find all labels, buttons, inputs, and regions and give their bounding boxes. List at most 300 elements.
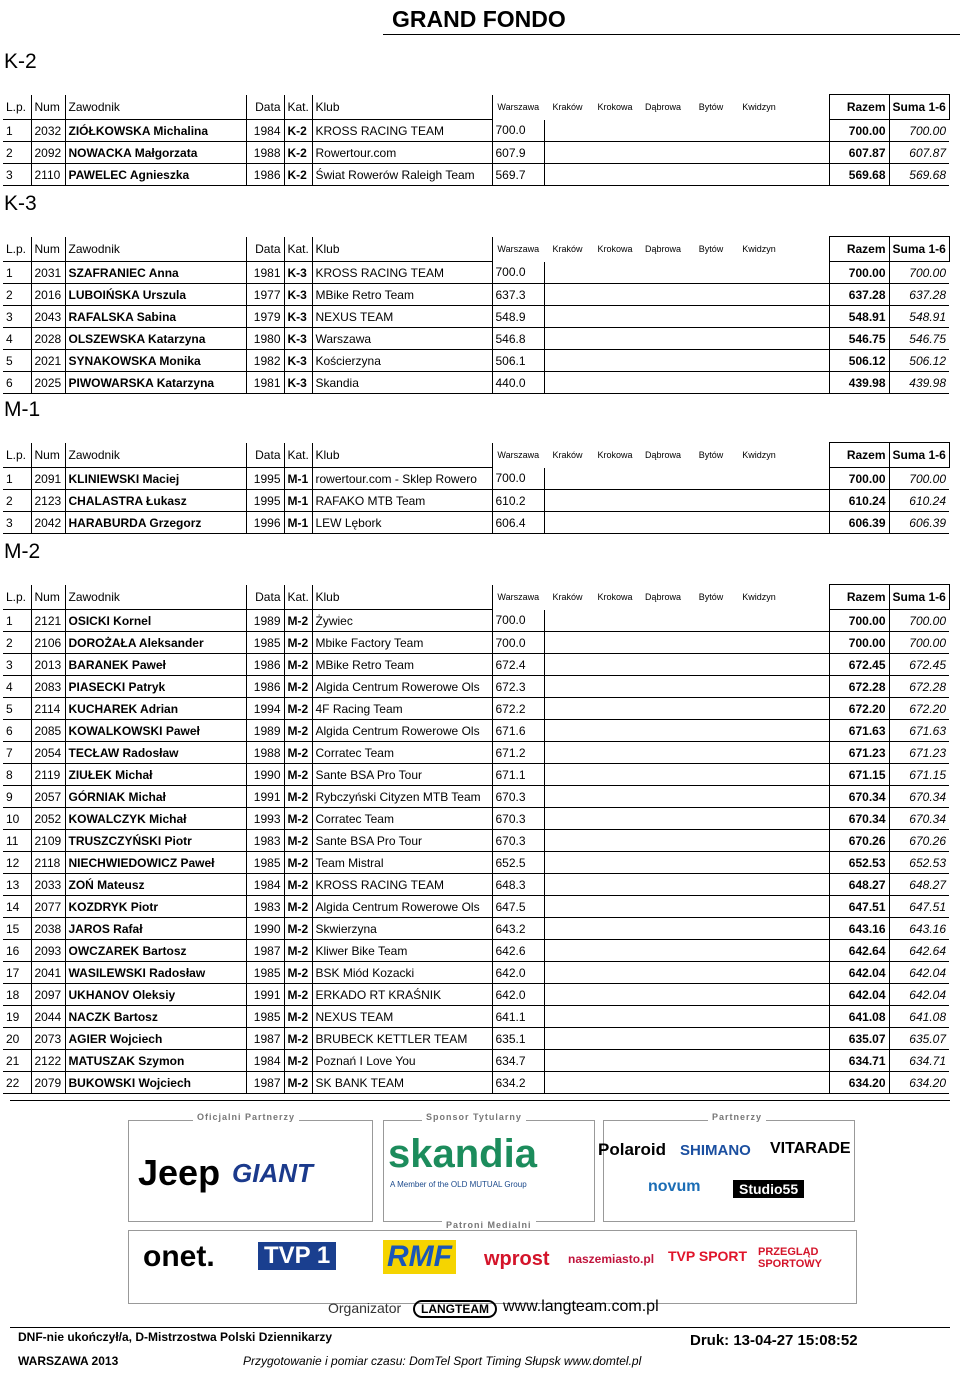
cell-suma: 671.15 (889, 764, 949, 786)
spacer-cell (783, 720, 829, 742)
cell-zawodnik: PAWELEC Agnieszka (65, 164, 246, 186)
cell-stage-empty (639, 350, 687, 372)
cell-num: 2042 (31, 512, 65, 534)
cell-lp: 14 (3, 896, 31, 918)
langteam-logo: LANGTEAM (413, 1300, 497, 1318)
cell-stage-empty (735, 306, 783, 328)
cell-warszawa: 569.7 (492, 164, 544, 186)
cell-suma: 652.53 (889, 852, 949, 874)
table-row (3, 786, 960, 808)
cell-stage-empty (591, 610, 639, 632)
cell-zawodnik: AGIER Wojciech (65, 1028, 246, 1050)
cell-warszawa: 647.5 (492, 896, 544, 918)
cell-num: 2109 (31, 830, 65, 852)
cell-klub: 4F Racing Team (312, 698, 492, 720)
cell-stage-empty (735, 632, 783, 654)
cell-stage-empty (591, 786, 639, 808)
cell-lp: 3 (3, 512, 31, 534)
cell-num: 2041 (31, 962, 65, 984)
header-row (3, 443, 960, 468)
spacer-cell (783, 95, 829, 120)
stage-header: Kraków (552, 244, 583, 254)
cell-warszawa: 670.3 (492, 808, 544, 830)
rmf-logo: RMF (383, 1240, 456, 1274)
cell-data: 1983 (246, 830, 284, 852)
cell-stage-empty (544, 306, 591, 328)
cell-klub: LEW Lębork (312, 512, 492, 534)
cell-stage-empty (735, 350, 783, 372)
col-suma-header: Suma 1-6 (889, 443, 949, 468)
cell-stage-empty (591, 1050, 639, 1072)
cell-stage-empty (687, 852, 735, 874)
cell-stage-empty (735, 808, 783, 830)
table-row (3, 874, 960, 896)
cell-warszawa: 642.0 (492, 962, 544, 984)
cell-data: 1995 (246, 490, 284, 512)
cell-lp: 20 (3, 1028, 31, 1050)
cell-suma: 672.45 (889, 654, 949, 676)
cell-zawodnik: OSICKI Kornel (65, 610, 246, 632)
table-row (3, 808, 960, 830)
cell-stage-empty (544, 1028, 591, 1050)
table-row (3, 918, 960, 940)
cell-warszawa: 634.2 (492, 1072, 544, 1094)
cell-stage-empty (591, 698, 639, 720)
cell-lp: 6 (3, 372, 31, 394)
cell-stage-empty (687, 786, 735, 808)
cell-num: 2043 (31, 306, 65, 328)
cell-lp: 22 (3, 1072, 31, 1094)
spacer-cell (783, 1028, 829, 1050)
cell-stage-empty (544, 1072, 591, 1094)
table-row (3, 490, 960, 512)
cell-klub: Algida Centrum Rowerowe Ols (312, 676, 492, 698)
cell-kat: K-2 (284, 142, 312, 164)
cell-zawodnik: LUBOIŃSKA Urszula (65, 284, 246, 306)
wprost-logo: wprost (484, 1248, 550, 1270)
table-row (3, 164, 960, 186)
cell-num: 2092 (31, 142, 65, 164)
cell-kat: M-2 (284, 808, 312, 830)
cell-suma: 670.26 (889, 830, 949, 852)
cell-stage-empty (591, 874, 639, 896)
jeep-logo: Jeep (138, 1152, 221, 1193)
cell-klub: RAFAKO MTB Team (312, 490, 492, 512)
cell-stage-empty (544, 262, 591, 284)
cell-warszawa: 643.2 (492, 918, 544, 940)
cell-stage-empty (544, 1050, 591, 1072)
table-row (3, 852, 960, 874)
cell-zawodnik: UKHANOV Oleksiy (65, 984, 246, 1006)
cell-stage-empty (735, 1072, 783, 1094)
cell-lp: 8 (3, 764, 31, 786)
cell-suma: 700.00 (889, 120, 949, 142)
cell-razem: 647.51 (829, 896, 889, 918)
cell-num: 2016 (31, 284, 65, 306)
stage-header: Dąbrowa (644, 450, 682, 460)
cell-suma: 647.51 (889, 896, 949, 918)
cell-razem: 671.15 (829, 764, 889, 786)
cell-warszawa: 672.2 (492, 698, 544, 720)
cell-warszawa: 670.3 (492, 786, 544, 808)
table-row (3, 654, 960, 676)
cell-stage-empty (639, 372, 687, 394)
cell-razem: 546.75 (829, 328, 889, 350)
spacer-cell (783, 164, 829, 186)
cell-data: 1986 (246, 164, 284, 186)
spacer-cell (783, 698, 829, 720)
col-suma-header: Suma 1-6 (889, 585, 949, 610)
cell-warszawa: 700.0 (492, 632, 544, 654)
stage-header: Warszawa (497, 102, 540, 112)
cell-klub: Rybczyński Cityzen MTB Team (312, 786, 492, 808)
cell-stage-empty (639, 940, 687, 962)
cell-stage-empty (544, 350, 591, 372)
spacer-cell (783, 512, 829, 534)
cell-stage-empty (687, 306, 735, 328)
cell-stage-empty (639, 830, 687, 852)
sponsor-banner (128, 1112, 858, 1327)
cell-klub: Kościerzyna (312, 350, 492, 372)
spacer-cell (783, 120, 829, 142)
page-title (0, 2, 960, 40)
cell-data: 1987 (246, 1072, 284, 1094)
cell-stage-empty (735, 940, 783, 962)
cell-num: 2057 (31, 786, 65, 808)
spacer-cell (783, 676, 829, 698)
cell-razem: 506.12 (829, 350, 889, 372)
cell-kat: M-2 (284, 962, 312, 984)
col-suma-header: Suma 1-6 (889, 237, 949, 262)
cell-warszawa: 634.7 (492, 1050, 544, 1072)
cell-stage-empty (639, 328, 687, 350)
cell-stage-empty (687, 698, 735, 720)
cell-kat: K-3 (284, 306, 312, 328)
cell-klub: BRUBECK KETTLER TEAM (312, 1028, 492, 1050)
section-title: K-2 (4, 50, 37, 73)
cell-razem: 607.87 (829, 142, 889, 164)
cell-stage-empty (639, 610, 687, 632)
spacer-cell (783, 808, 829, 830)
cell-stage-empty (687, 262, 735, 284)
cell-num: 2119 (31, 764, 65, 786)
cell-zawodnik: SZAFRANIEC Anna (65, 262, 246, 284)
cell-data: 1988 (246, 742, 284, 764)
cell-suma: 569.68 (889, 164, 949, 186)
spacer-cell (783, 142, 829, 164)
cell-stage-empty (591, 1028, 639, 1050)
cell-stage-empty (544, 328, 591, 350)
cell-lp: 2 (3, 490, 31, 512)
cell-stage-empty (544, 764, 591, 786)
cell-stage-empty (544, 142, 591, 164)
cell-data: 1990 (246, 918, 284, 940)
cell-stage-empty (591, 676, 639, 698)
cell-suma: 635.07 (889, 1028, 949, 1050)
cell-lp: 18 (3, 984, 31, 1006)
cell-stage-empty (544, 830, 591, 852)
cell-stage-empty (735, 676, 783, 698)
organizer-label: Organizator (328, 1300, 402, 1316)
cell-kat: K-3 (284, 284, 312, 306)
cell-warszawa: 700.0 (492, 610, 544, 632)
cell-warszawa: 642.6 (492, 940, 544, 962)
cell-num: 2083 (31, 676, 65, 698)
cell-suma: 439.98 (889, 372, 949, 394)
results-table (3, 584, 960, 1094)
table-row (3, 372, 960, 394)
table-row (3, 698, 960, 720)
cell-razem: 637.28 (829, 284, 889, 306)
cell-stage-empty (639, 852, 687, 874)
cell-stage-empty (591, 142, 639, 164)
spacer-cell (783, 874, 829, 896)
cell-lp: 17 (3, 962, 31, 984)
cell-warszawa: 440.0 (492, 372, 544, 394)
cell-stage-empty (639, 786, 687, 808)
table-row (3, 142, 960, 164)
table-row (3, 1006, 960, 1028)
giant-logo: GIANT (232, 1158, 313, 1188)
spacer-cell (783, 328, 829, 350)
cell-kat: M-2 (284, 918, 312, 940)
results-table (3, 442, 960, 534)
vitarade-logo: VITARADE (770, 1140, 851, 1157)
spacer-cell (783, 262, 829, 284)
stage-header: Krokowa (597, 102, 633, 112)
cell-warszawa: 700.0 (492, 262, 544, 284)
cell-stage-empty (639, 764, 687, 786)
naszemiasto-logo: naszemiasto.pl (568, 1252, 655, 1266)
cell-kat: M-1 (284, 490, 312, 512)
cell-stage-empty (735, 512, 783, 534)
cell-num: 2114 (31, 698, 65, 720)
cell-stage-empty (544, 918, 591, 940)
cell-stage-empty (544, 164, 591, 186)
cell-num: 2038 (31, 918, 65, 940)
header-row (3, 95, 960, 120)
stage-header: Dąbrowa (644, 244, 682, 254)
cell-stage-empty (591, 306, 639, 328)
col-razem-header: Razem (829, 443, 889, 468)
col-num-header: Num (31, 95, 65, 120)
cell-num: 2079 (31, 1072, 65, 1094)
cell-data: 1985 (246, 1006, 284, 1028)
results-table (3, 94, 960, 186)
cell-stage-empty (687, 896, 735, 918)
title-underline (383, 34, 960, 35)
cell-data: 1994 (246, 698, 284, 720)
cell-razem: 672.20 (829, 698, 889, 720)
col-lp-header: L.p. (3, 237, 31, 262)
col-data-header: Data (246, 95, 284, 120)
spacer-cell (783, 984, 829, 1006)
header-row (3, 237, 960, 262)
stage-header: Krokowa (597, 244, 633, 254)
cell-kat: M-2 (284, 654, 312, 676)
cell-lp: 7 (3, 742, 31, 764)
cell-kat: M-2 (284, 786, 312, 808)
col-num-header: Num (31, 237, 65, 262)
cell-stage-empty (639, 654, 687, 676)
cell-num: 2091 (31, 468, 65, 490)
cell-stage-empty (687, 720, 735, 742)
cell-stage-empty (639, 142, 687, 164)
cell-zawodnik: WASILEWSKI Radosław (65, 962, 246, 984)
cell-data: 1989 (246, 610, 284, 632)
cell-warszawa: 672.3 (492, 676, 544, 698)
cell-num: 2032 (31, 120, 65, 142)
cell-razem: 672.28 (829, 676, 889, 698)
cell-num: 2106 (31, 632, 65, 654)
cell-stage-empty (687, 940, 735, 962)
table-row (3, 262, 960, 284)
cell-data: 1988 (246, 142, 284, 164)
spacer-cell (783, 350, 829, 372)
cell-stage-empty (544, 372, 591, 394)
spacer-cell (783, 1072, 829, 1094)
col-data-header: Data (246, 585, 284, 610)
col-klub-header: Klub (312, 585, 492, 610)
cell-num: 2110 (31, 164, 65, 186)
cell-stage-empty (544, 632, 591, 654)
col-kat-header: Kat. (284, 585, 312, 610)
cell-kat: M-2 (284, 874, 312, 896)
cell-zawodnik: BUKOWSKI Wojciech (65, 1072, 246, 1094)
cell-num: 2021 (31, 350, 65, 372)
cell-data: 1987 (246, 1028, 284, 1050)
cell-lp: 6 (3, 720, 31, 742)
cell-zawodnik: NOWACKA Małgorzata (65, 142, 246, 164)
cell-stage-empty (591, 1072, 639, 1094)
cell-stage-empty (544, 984, 591, 1006)
cell-suma: 648.27 (889, 874, 949, 896)
stage-header: Kwidzyn (742, 592, 776, 602)
cell-stage-empty (544, 962, 591, 984)
cell-klub: NEXUS TEAM (312, 1006, 492, 1028)
cell-klub: Skwierzyna (312, 918, 492, 940)
stage-header: Warszawa (497, 244, 540, 254)
cell-stage-empty (544, 490, 591, 512)
cell-num: 2028 (31, 328, 65, 350)
col-kat-header: Kat. (284, 443, 312, 468)
cell-stage-empty (735, 142, 783, 164)
cell-stage-empty (639, 808, 687, 830)
cell-zawodnik: CHALASTRA Łukasz (65, 490, 246, 512)
stage-header: Kwidzyn (742, 450, 776, 460)
cell-data: 1983 (246, 896, 284, 918)
cell-stage-empty (591, 940, 639, 962)
col-zawodnik-header: Zawodnik (65, 585, 246, 610)
shimano-logo: SHIMANO (680, 1142, 751, 1159)
cell-data: 1991 (246, 786, 284, 808)
table-row (3, 610, 960, 632)
cell-warszawa: 641.1 (492, 1006, 544, 1028)
cell-warszawa: 635.1 (492, 1028, 544, 1050)
cell-stage-empty (639, 632, 687, 654)
cell-stage-empty (735, 720, 783, 742)
cell-lp: 11 (3, 830, 31, 852)
cell-razem: 641.08 (829, 1006, 889, 1028)
cell-suma: 634.71 (889, 1050, 949, 1072)
cell-stage-empty (544, 1006, 591, 1028)
cell-stage-empty (544, 874, 591, 896)
cell-stage-empty (544, 468, 591, 490)
partners-box (603, 1120, 855, 1222)
cell-suma: 642.64 (889, 940, 949, 962)
cell-data: 1995 (246, 468, 284, 490)
cell-zawodnik: BARANEK Paweł (65, 654, 246, 676)
cell-zawodnik: KUCHAREK Adrian (65, 698, 246, 720)
novum-logo: novum (648, 1178, 701, 1195)
cell-stage-empty (639, 120, 687, 142)
cell-suma: 700.00 (889, 632, 949, 654)
cell-klub: Mbike Factory Team (312, 632, 492, 654)
cell-warszawa: 606.4 (492, 512, 544, 534)
cell-stage-empty (735, 852, 783, 874)
media-patrons-caption: Patroni Medialni (442, 1220, 536, 1230)
section-title: M-2 (4, 540, 41, 563)
cell-suma: 634.20 (889, 1072, 949, 1094)
cell-stage-empty (687, 372, 735, 394)
cell-razem: 652.53 (829, 852, 889, 874)
cell-stage-empty (735, 1006, 783, 1028)
cell-stage-empty (687, 962, 735, 984)
cell-stage-empty (687, 512, 735, 534)
cell-stage-empty (639, 962, 687, 984)
cell-kat: M-2 (284, 984, 312, 1006)
col-lp-header: L.p. (3, 443, 31, 468)
cell-suma: 641.08 (889, 1006, 949, 1028)
cell-stage-empty (687, 874, 735, 896)
cell-stage-empty (687, 490, 735, 512)
cell-stage-empty (639, 512, 687, 534)
table-row (3, 742, 960, 764)
cell-stage-empty (591, 1006, 639, 1028)
cell-stage-empty (544, 698, 591, 720)
cell-suma: 546.75 (889, 328, 949, 350)
cell-suma: 637.28 (889, 284, 949, 306)
cell-warszawa: 546.8 (492, 328, 544, 350)
cell-razem: 700.00 (829, 262, 889, 284)
cell-data: 1993 (246, 808, 284, 830)
cell-zawodnik: GÓRNIAK Michał (65, 786, 246, 808)
table-row (3, 632, 960, 654)
cell-lp: 21 (3, 1050, 31, 1072)
cell-kat: M-2 (284, 764, 312, 786)
cell-klub: Corratec Team (312, 808, 492, 830)
cell-data: 1981 (246, 372, 284, 394)
table-row (3, 120, 960, 142)
cell-klub: SK BANK TEAM (312, 1072, 492, 1094)
cell-stage-empty (639, 1072, 687, 1094)
cell-klub: MBike Retro Team (312, 654, 492, 676)
table-row (3, 1072, 960, 1094)
cell-stage-empty (544, 786, 591, 808)
table-row (3, 468, 960, 490)
cell-zawodnik: OWCZAREK Bartosz (65, 940, 246, 962)
cell-stage-empty (591, 852, 639, 874)
cell-stage-empty (639, 918, 687, 940)
cell-zawodnik: OLSZEWSKA Katarzyna (65, 328, 246, 350)
cell-warszawa: 648.3 (492, 874, 544, 896)
cell-kat: M-2 (284, 940, 312, 962)
stage-header: Kwidzyn (742, 102, 776, 112)
cell-suma: 607.87 (889, 142, 949, 164)
cell-stage-empty (639, 676, 687, 698)
divider (10, 1100, 950, 1101)
header-row (3, 585, 960, 610)
